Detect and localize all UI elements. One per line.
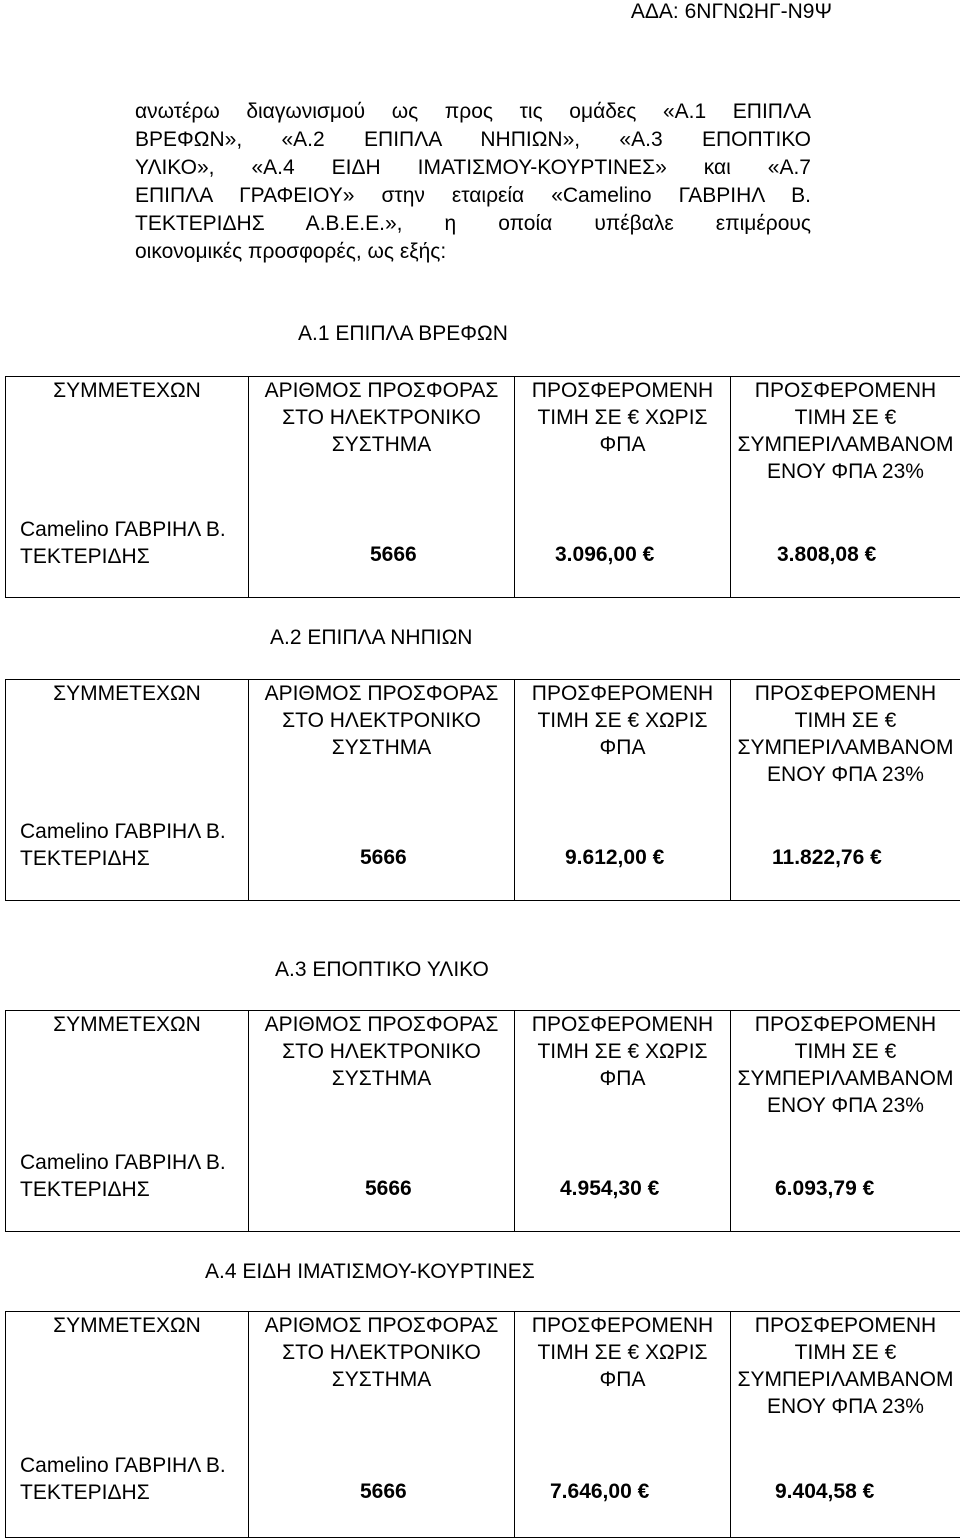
intro-line: ΤΕΚΤΕΡΙΔΗΣ Α.Β.Ε.Ε.», η οποία υπέβαλε επιμέρους xyxy=(135,210,811,238)
col-header-price-no-vat: ΠΡΟΣΦΕΡΟΜΕΝΗ ΤΙΜΗ ΣΕ € ΧΩΡΙΣ ΦΠΑ xyxy=(515,1011,731,1232)
intro-line: οικονομικές προσφορές, ως εξής: xyxy=(135,238,811,266)
participant-name: Camelino ΓΑΒΡΙΗΛ Β. ΤΕΚΤΕΡΙΔΗΣ xyxy=(20,818,240,872)
col-header-price-with-vat: ΠΡΟΣΦΕΡΟΜΕΝΗ ΤΙΜΗ ΣΕ € ΣΥΜΠΕΡΙΛΑΜΒΑΝΟΜΕΝΟΥ ΦΠΑ 23% xyxy=(731,377,960,598)
offer-number: 5666 xyxy=(360,846,407,870)
participant-name: Camelino ΓΑΒΡΙΗΛ Β. ΤΕΚΤΕΡΙΔΗΣ xyxy=(20,1149,240,1203)
participant-name: Camelino ΓΑΒΡΙΗΛ Β. ΤΕΚΤΕΡΙΔΗΣ xyxy=(20,1452,240,1506)
intro-line: ΥΛΙΚΟ», «Α.4 ΕΙΔΗ ΙΜΑΤΙΣΜΟΥ-ΚΟΥΡΤΙΝΕΣ» και «Α.7 xyxy=(135,154,811,182)
col-header-offer-number: ΑΡΙΘΜΟΣ ΠΡΟΣΦΟΡΑΣ ΣΤΟ ΗΛΕΚΤΡΟΝΙΚΟ ΣΥΣΤΗΜΑ xyxy=(249,377,515,598)
price-no-vat: 7.646,00 € xyxy=(550,1480,649,1504)
price-with-vat: 9.404,58 € xyxy=(775,1480,874,1504)
col-header-offer-number: ΑΡΙΘΜΟΣ ΠΡΟΣΦΟΡΑΣ ΣΤΟ ΗΛΕΚΤΡΟΝΙΚΟ ΣΥΣΤΗΜΑ xyxy=(249,680,515,901)
price-with-vat: 6.093,79 € xyxy=(775,1177,874,1201)
section-title-a1: Α.1 ΕΠΙΠΛΑ ΒΡΕΦΩΝ xyxy=(298,322,508,346)
col-header-offer-number: ΑΡΙΘΜΟΣ ΠΡΟΣΦΟΡΑΣ ΣΤΟ ΗΛΕΚΤΡΟΝΙΚΟ ΣΥΣΤΗΜΑ xyxy=(249,1011,515,1232)
section-title-a4: Α.4 ΕΙΔΗ ΙΜΑΤΙΣΜΟΥ-ΚΟΥΡΤΙΝΕΣ xyxy=(205,1260,535,1284)
col-header-price-no-vat: ΠΡΟΣΦΕΡΟΜΕΝΗ ΤΙΜΗ ΣΕ € ΧΩΡΙΣ ΦΠΑ xyxy=(515,1312,731,1538)
price-no-vat: 3.096,00 € xyxy=(555,543,654,567)
intro-line: ανωτέρω διαγωνισμού ως προς τις ομάδες «Α.1 ΕΠΙΠΛΑ xyxy=(135,98,811,126)
col-header-participant: ΣΥΜΜΕΤΕΧΩΝ xyxy=(6,1011,249,1232)
col-header-participant: ΣΥΜΜΕΤΕΧΩΝ xyxy=(6,377,249,598)
col-header-offer-number: ΑΡΙΘΜΟΣ ΠΡΟΣΦΟΡΑΣ ΣΤΟ ΗΛΕΚΤΡΟΝΙΚΟ ΣΥΣΤΗΜΑ xyxy=(249,1312,515,1538)
price-no-vat: 9.612,00 € xyxy=(565,846,664,870)
col-header-price-with-vat: ΠΡΟΣΦΕΡΟΜΕΝΗ ΤΙΜΗ ΣΕ € ΣΥΜΠΕΡΙΛΑΜΒΑΝΟΜΕΝΟΥ ΦΠΑ 23% xyxy=(731,680,960,901)
participant-name: Camelino ΓΑΒΡΙΗΛ Β. ΤΕΚΤΕΡΙΔΗΣ xyxy=(20,516,240,570)
col-header-price-no-vat: ΠΡΟΣΦΕΡΟΜΕΝΗ ΤΙΜΗ ΣΕ € ΧΩΡΙΣ ΦΠΑ xyxy=(515,680,731,901)
ada-code: ΑΔΑ: 6ΝΓΝΩΗΓ-Ν9Ψ xyxy=(631,0,832,24)
col-header-price-with-vat: ΠΡΟΣΦΕΡΟΜΕΝΗ ΤΙΜΗ ΣΕ € ΣΥΜΠΕΡΙΛΑΜΒΑΝΟΜΕΝΟΥ ΦΠΑ 23% xyxy=(731,1011,960,1232)
intro-line: ΒΡΕΦΩΝ», «Α.2 ΕΠΙΠΛΑ ΝΗΠΙΩΝ», «Α.3 ΕΠΟΠΤΙΚΟ xyxy=(135,126,811,154)
intro-paragraph xyxy=(135,98,811,266)
section-title-a3: Α.3 ΕΠΟΠΤΙΚΟ ΥΛΙΚΟ xyxy=(275,958,489,982)
offer-number: 5666 xyxy=(360,1480,407,1504)
price-with-vat: 3.808,08 € xyxy=(777,543,876,567)
col-header-participant: ΣΥΜΜΕΤΕΧΩΝ xyxy=(6,680,249,901)
col-header-price-no-vat: ΠΡΟΣΦΕΡΟΜΕΝΗ ΤΙΜΗ ΣΕ € ΧΩΡΙΣ ΦΠΑ xyxy=(515,377,731,598)
intro-line: ΕΠΙΠΛΑ ΓΡΑΦΕΙΟΥ» στην εταιρεία «Camelino ΓΑΒΡΙΗΛ Β. xyxy=(135,182,811,210)
price-with-vat: 11.822,76 € xyxy=(772,846,882,870)
col-header-price-with-vat: ΠΡΟΣΦΕΡΟΜΕΝΗ ΤΙΜΗ ΣΕ € ΣΥΜΠΕΡΙΛΑΜΒΑΝΟΜΕΝΟΥ ΦΠΑ 23% xyxy=(731,1312,960,1538)
price-no-vat: 4.954,30 € xyxy=(560,1177,659,1201)
col-header-participant: ΣΥΜΜΕΤΕΧΩΝ xyxy=(6,1312,249,1538)
offer-number: 5666 xyxy=(370,543,417,567)
section-title-a2: Α.2 ΕΠΙΠΛΑ ΝΗΠΙΩΝ xyxy=(270,626,472,650)
offer-number: 5666 xyxy=(365,1177,412,1201)
